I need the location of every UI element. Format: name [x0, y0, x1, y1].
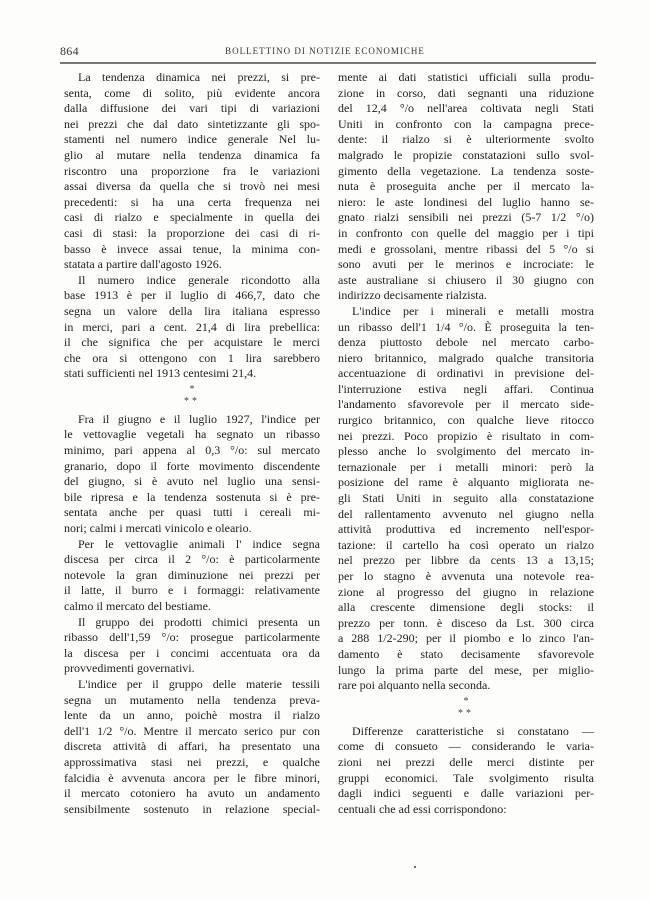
- text-line: Il numero indice generale ricondotto alla: [78, 272, 320, 287]
- scan-speck: [414, 866, 416, 868]
- text-line: Il gruppo dei prodotti chimici presenta un: [78, 614, 320, 629]
- text-line: dalla diffusione dei vari tipi di variazioni: [64, 101, 320, 116]
- text-line: il mercato cotoniero ha avuto un andamento: [64, 786, 320, 801]
- text-line: dente: il rialzo si è ulteriormente svolto: [338, 132, 594, 147]
- text-line: stamenti nel numero indice generale Nel lu-: [64, 132, 320, 147]
- text-line: denza piuttosto debole nel mercato carbo-: [338, 335, 594, 350]
- text-line: nei prezzi. Poco propizio è risultato in com-: [338, 428, 594, 443]
- text-line: il latte, il burro e i formaggi: relativamente: [64, 583, 320, 598]
- text-line: granario, dopo il forte movimento discendente: [64, 458, 320, 473]
- text-line: basso è invece assai tenue, la minima con-: [64, 241, 320, 256]
- text-line: approssimativa stasi nei prezzi, e qualche: [64, 754, 320, 769]
- text-line: Fra il giugno e il luglio 1927, l'indice per: [78, 411, 320, 426]
- asterism-bottom-stars: **: [458, 707, 474, 719]
- text-line: nori; calmi i mercati vinicolo e oleario.: [64, 521, 252, 536]
- text-line: lente da un anno, poichè mostra il rialzo: [64, 708, 320, 723]
- text-line: in confronto con quelle del maggio per i tipi: [338, 225, 594, 240]
- paragraph: [338, 724, 594, 818]
- text-line: gli Stati Uniti in seguito alla constatazione: [338, 491, 594, 506]
- text-line: la discesa per i concimi accentuata ora da: [64, 645, 320, 660]
- text-line: L'indice per i minerali e metalli mostra: [352, 303, 594, 318]
- text-line: rurgico britannico, con qualche lieve ritocco: [338, 413, 594, 428]
- text-line: statata a partire dall'agosto 1926.: [64, 257, 222, 272]
- text-line: nei prezzi che dal dato sintetizzante gli spo-: [64, 116, 320, 131]
- text-line: minimo, pari appena al 0,3 °/o: sul mercato: [64, 443, 320, 458]
- text-line: casi di stasi: la proporzione dei casi di ri-: [64, 225, 320, 240]
- text-line: gnato rialzi sensibili nei prezzi (5-7 1/2 °/o): [338, 210, 594, 225]
- text-line: L'indice per il gruppo delle materie tessili: [78, 676, 320, 691]
- text-line: base 1913 è per il luglio di 466,7, dato che: [64, 288, 320, 303]
- text-line: le vettovaglie vegetali ha segnato un ribasso: [64, 427, 320, 442]
- paragraph: [338, 304, 594, 694]
- text-line: il che significa che per acquistare le merci: [64, 335, 320, 350]
- text-line: provvedimenti governativi.: [64, 661, 195, 676]
- text-line: bile ripresa e la tendenza sostenuta si è pre-: [64, 489, 320, 504]
- text-line: indirizzo decisamente rialzista.: [338, 288, 487, 303]
- paragraph: [64, 677, 320, 817]
- text-line: un ribasso dell'1 1/4 °/o. È proseguita la ten-: [338, 319, 594, 334]
- text-line: plesso anche lo svolgimento del mercato in-: [338, 444, 594, 459]
- text-line: stati sufficienti nel 1913 centesimi 21,4.: [64, 366, 257, 381]
- text-line: per lo stagno è avvenuta una notevole rea-: [338, 569, 594, 583]
- text-line: La tendenza dinamica nei prezzi, si pre-: [78, 70, 320, 84]
- text-line: posizione del rame è alquanto migliorata ne-: [338, 475, 594, 490]
- text-line: nuta è proseguita anche per il mercato la-: [338, 179, 594, 194]
- left-column: [64, 70, 320, 817]
- text-line: del giugno, si è avuto nel luglio una sensi-: [64, 474, 320, 489]
- text-line: calmo il mercato del bestiame.: [64, 599, 211, 613]
- text-line: lungo la prima parte del mese, per miglio-: [338, 662, 594, 677]
- paragraph: [64, 273, 320, 382]
- text-line: del 12,4 °/o nell'area coltivata negli Stati: [338, 101, 594, 116]
- text-line: ribasso dell'1,59 °/o: prosegue particolarmente: [64, 630, 320, 645]
- text-line: zioni nei prezzi delle merci distinte per: [338, 754, 594, 769]
- text-line: l'interruzione estiva negli affari. Continua: [338, 381, 594, 396]
- text-line: senta, come di solito, più evidente ancora: [64, 85, 320, 100]
- text-line: Differenze caratteristiche si constatano —: [352, 723, 594, 738]
- text-line: sentata anche per quasi tutti i cereali mi-: [64, 505, 320, 520]
- text-line: attività produttiva ed incremento nell'espor-: [338, 522, 594, 537]
- text-line: precedenti: si ha una certa frequenza nei: [64, 194, 320, 209]
- text-line: a 288 1/2-290; per il piombo e lo zinco l'an-: [338, 631, 594, 646]
- text-line: mente ai dati statistici ufficiali sulla produ-: [338, 70, 594, 84]
- text-line: rare poi alquanto nella seconda.: [338, 678, 491, 693]
- running-header-title: BOLLETTINO DI NOTIZIE ECONOMICHE: [225, 46, 425, 56]
- text-line: aste australiane si chiusero il 30 giugno con: [338, 272, 594, 287]
- right-column: [338, 70, 594, 817]
- text-line: Per le vettovaglie animali l' indice segna: [78, 536, 320, 551]
- text-line: prezzo per tonn. è disceso da Lst. 300 circa: [338, 615, 594, 630]
- text-line: medi e grossolani, mentre ribassi del 5 °/o si: [338, 241, 594, 256]
- asterism-separator: [338, 694, 594, 724]
- text-line: zione al progresso del giugno in relazione: [338, 584, 594, 599]
- paragraph: [64, 70, 320, 273]
- text-line: damento è stato decisamente sfavorevole: [338, 646, 594, 661]
- text-line: come di consueto — considerando le varia-: [338, 739, 594, 754]
- text-line: l'andamento sfavorevole per il mercato side-: [338, 397, 594, 412]
- text-line: centuali che ad essi corrispondono:: [338, 801, 507, 816]
- text-line: tazione: il cartello ha così operato un rialzo: [338, 537, 594, 552]
- paragraph: [64, 412, 320, 537]
- text-line: del rallentamento avvenuto nel giugno nella: [338, 506, 594, 521]
- text-line: malgrado le propizie constatazioni sullo svol-: [338, 147, 594, 162]
- text-line: assai diversa da quella che si trovò nei mesi: [64, 179, 320, 194]
- text-line: gimento della vegetazione. La tendenza soste-: [338, 163, 594, 178]
- paragraph: [64, 537, 320, 615]
- text-line: ternazionale per i metalli minori: però la: [338, 459, 594, 474]
- asterism-top-star: *: [463, 695, 469, 707]
- text-line: niero: le aste londinesi del luglio hanno se-: [338, 194, 594, 209]
- paragraph: [64, 615, 320, 677]
- text-line: accentuazione di ordinativi in previsione del-: [338, 366, 594, 381]
- text-line: dell'1 1/2 °/o. Mentre il mercato serico pur con: [64, 723, 320, 738]
- text-line: discesa per circa il 2 °/o: è particolarmente: [64, 552, 320, 567]
- text-line: casi di rialzo e specialmente in quella dei: [64, 210, 320, 225]
- page-number: 864: [60, 44, 79, 58]
- header-rule: [60, 62, 596, 64]
- asterism-separator: [64, 382, 320, 412]
- text-line: dagli indici seguenti e dalle variazioni per-: [338, 786, 594, 801]
- text-line: glio al mutare nella tendenza dinamica fa: [64, 147, 320, 162]
- text-line: riscontro una proporzione fra le variazioni: [64, 163, 320, 178]
- text-line: nel prezzo per libbre da cents 13 a 13,15;: [338, 553, 594, 568]
- text-line: segna un mutamento nella tendenza preva-: [64, 692, 320, 707]
- asterism-top-star: *: [189, 383, 195, 395]
- paragraph: [338, 70, 594, 304]
- text-line: alla crescente dimensione degli stocks: il: [338, 600, 594, 615]
- text-line: in merci, pari a cent. 21,4 di lira prebellica:: [64, 319, 320, 334]
- text-line: zione in corso, dati segnanti una riduzione: [338, 85, 594, 100]
- text-line: gruppi economici. Tale svolgimento risulta: [338, 770, 594, 785]
- text-line: che ora si ottengono con 1 lira sarebbero: [64, 350, 320, 365]
- text-line: Uniti in confronto con la campagna prece-: [338, 116, 594, 131]
- asterism-bottom-stars: **: [184, 395, 200, 407]
- text-line: niero britannico, malgrado qualche transitoria: [338, 350, 594, 365]
- text-line: falcidia è avvenuta ancora per le fibre minori,: [64, 770, 320, 785]
- text-line: segna un valore della lira italiana espresso: [64, 303, 320, 318]
- text-line: discreta attività di affari, ha presentato una: [64, 739, 320, 754]
- text-line: sono avuti per le merinos e incrociate: le: [338, 257, 594, 272]
- text-line: notevole la gran diminuzione nei prezzi per: [64, 567, 320, 582]
- text-line: sensibilmente sostenuto in relazione special-: [64, 801, 320, 816]
